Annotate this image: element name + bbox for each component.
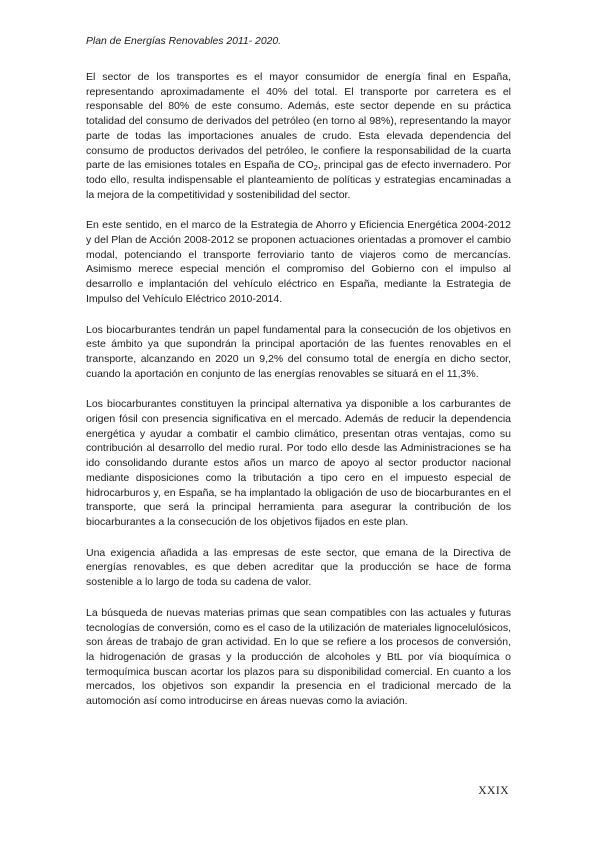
paragraph-sustainability-requirement: Una exigencia añadida a las empresas de este sector, que emana de la Directiva de energías renovables, es que deben acreditar que la producción se hace de forma sostenible a lo largo de toda su cadena de valor.: [86, 546, 511, 589]
paragraph-biofuels-alternative: Los biocarburantes constituyen la principal alternativa ya disponible a los carburantes de origen fósil con presencia significativa en el mercado. Además de reducir la dependencia energética y ayudar a combatir el cambio climático, presentan otras ventajas, como su contribución al desarrollo del medio rural. Por todo ello desde las Administraciones se ha ido consolidando durante estos años un marco de apoyo al sector productor nacional mediante disposiciones como la tributación a tipo cero en el impuesto especial de hidrocarburos y, en España, se ha implantado la obligación de uso de biocarburantes en el transporte, que será la principal herramienta para asegurar la contribución de los biocarburantes a la consecución de los objetivos fijados en este plan.: [86, 398, 511, 528]
paragraph-new-raw-materials: La búsqueda de nuevas materias primas que sean compatibles con las actuales y futuras tecnologías de conversión, como es el caso de la utilización de materiales lignocelulósicos, son áreas de trabajo de gran actividad. En lo que se refiere a los procesos de conversión, la hidrogenación de grasas y la producción de alcoholes y BtL por vía bioquímica o termoquímica buscan acortar los plazos para su disponibilidad comercial. En cuanto a los mercados, los objetivos son expandir la presencia en el tradicional mercado de la automoción así como introducirse en áreas nuevas como la aviación.: [86, 606, 511, 708]
body-text: [86, 70, 511, 725]
page-number: XXIX: [478, 785, 509, 797]
paragraph-transport-sector: [86, 70, 511, 202]
paragraph-text-continued: , principal gas de efecto invernadero. Por todo ello, resulta indispensable el planteamiento de políticas y estrategias encaminadas a la mejora de la competitividad y sostenibilidad del sector.: [86, 159, 511, 201]
paragraph-text: El sector de los transportes es el mayor consumidor de energía final en España, representando aproximadamente el 40% del total. El transporte por carretera es el responsable del 80% de este consumo. Además, este sector depende en su práctica totalidad del consumo de derivados del petróleo (en torno al 98%), representando la mayor parte de todas las importaciones anuales de crudo. Esta elevada dependencia del consumo de productos derivados del petróleo, le confiere la responsabilidad de la cuarta parte de las emisiones totales en España de CO: [86, 71, 511, 172]
paragraph-biofuels-objectives: Los biocarburantes tendrán un papel fundamental para la consecución de los objetivos en este ámbito ya que supondrán la principal aportación de las fuentes renovables en el transporte, alcanzando en 2020 un 9,2% del consumo total de energía en dicho sector, cuando la aportación en conjunto de las energías renovables se situará en el 11,3%.: [86, 323, 511, 380]
running-header: Plan de Energías Renovables 2011- 2020.: [86, 36, 282, 47]
co2-subscript: 2: [313, 163, 318, 173]
paragraph-energy-strategy: En este sentido, en el marco de la Estrategia de Ahorro y Eficiencia Energética 2004-2012 y del Plan de Acción 2008-2012 se proponen actuaciones orientadas a promover el cambio modal, potenciando el transporte ferroviario tanto de viajeros como de mercancías. Asimismo merece especial mención el compromiso del Gobierno con el impulso al desarrollo e implantación del vehículo eléctrico en España, mediante la Estrategia de Impulso del Vehículo Eléctrico 2010-2014.: [86, 219, 511, 305]
